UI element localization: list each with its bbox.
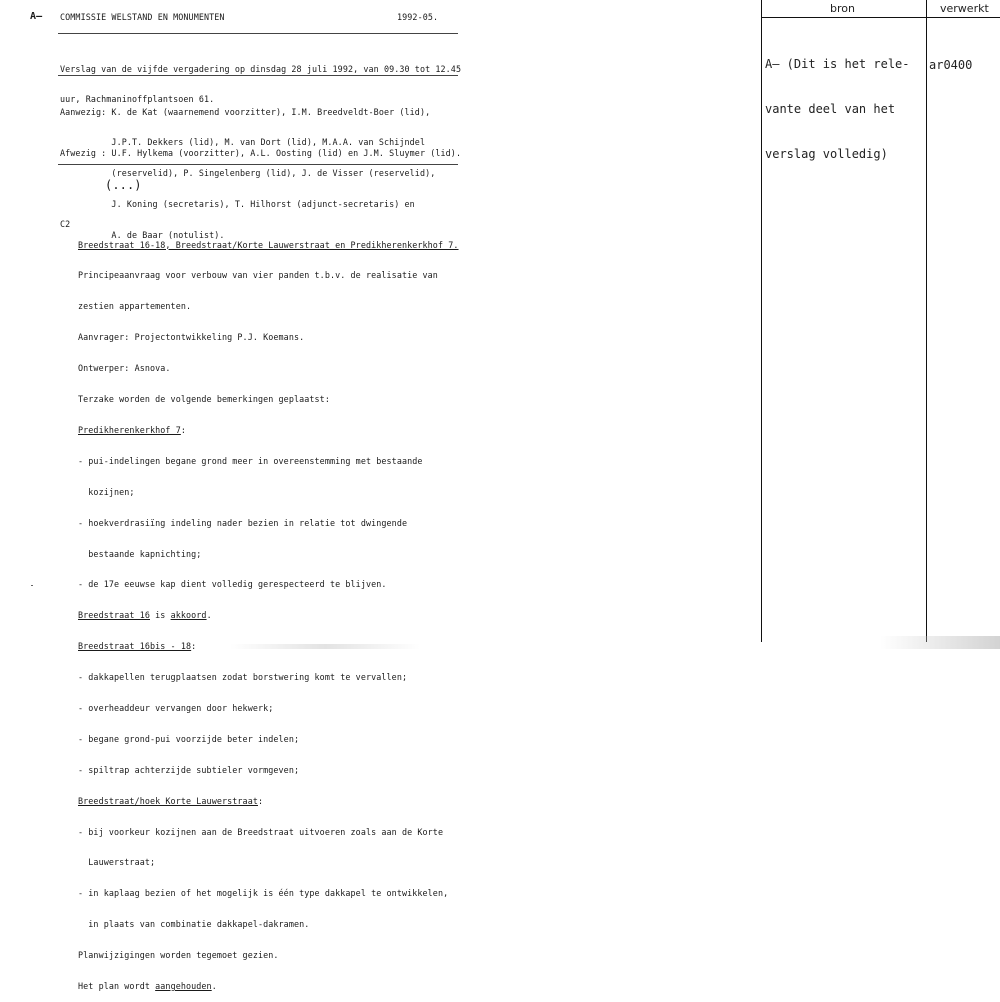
subsection-heading <box>78 425 459 435</box>
subsection-heading <box>78 610 459 620</box>
doc-number: 1992-05. <box>397 12 439 22</box>
subsection-title: Breedstraat/hoek Korte Lauwerstraat <box>78 795 258 806</box>
subsection-item: - bij voorkeur kozijnen aan de Breedstraat uitvoeren zoals aan de Korte <box>78 826 444 837</box>
reference-code: ar0400 <box>929 58 973 72</box>
subsection-item: - overheaddeur vervangen door hekwerk; <box>78 702 274 713</box>
item-body-line: zestien appartementen. <box>78 301 192 312</box>
closing-line <box>78 981 459 991</box>
subsection-item: kozijnen; <box>78 486 135 497</box>
subsection-suffix: : <box>180 424 186 435</box>
closing-end: . <box>211 980 217 991</box>
annotation-line: A— (Dit is het rele- <box>765 57 910 71</box>
divider-2 <box>58 75 458 76</box>
present-line: (reservelid), P. Singelenberg (lid), J. de Visser (reservelid), <box>60 168 436 179</box>
item-body-line: Terzake worden de volgende bemerkingen geplaatst: <box>78 394 330 405</box>
subsection-item: bestaande kapnichting; <box>78 548 202 559</box>
column-header-rule <box>761 17 1000 18</box>
subsection-item: - hoekverdrasiïng indeling nader bezien in relatie tot dwingende <box>78 517 408 528</box>
annotation-line: vante deel van het <box>765 102 896 116</box>
item-body-line: Aanvrager: Projectontwikkeling P.J. Koemans. <box>78 332 305 343</box>
status-akkoord: akkoord <box>170 610 207 621</box>
subsection-mid: is <box>150 610 171 621</box>
subsection-item: - spiltrap achterzijde subtieler vormgeven; <box>78 764 300 775</box>
doc-title: COMMISSIE WELSTAND EN MONUMENTEN <box>60 12 225 22</box>
absent-line: Afwezig : U.F. Hylkema (voorzitter), A.L. Oosting (lid) en J.M. Sluymer (lid). <box>60 148 462 158</box>
subsection-suffix: : <box>191 641 197 652</box>
annotation-line: verslag volledig) <box>765 147 888 161</box>
subsection-title: Predikherenkerkhof 7 <box>78 424 181 435</box>
subsection-item: - de 17e eeuwse kap dient volledig gerespecteerd te blijven. <box>78 579 387 590</box>
item-body-line: Ontwerper: Asnova. <box>78 363 171 374</box>
present-line: Aanwezig: K. de Kat (waarnemend voorzitter), I.M. Breedveldt-Boer (lid), <box>60 106 431 117</box>
closing-prefix: Het plan wordt <box>78 980 156 991</box>
column-divider-left <box>761 0 762 642</box>
subsection-item: Lauwerstraat; <box>78 857 156 868</box>
subsection-item: - dakkapellen terugplaatsen zodat borstwering komt te vervallen; <box>78 672 408 683</box>
item-heading: Breedstraat 16-18, Breedstraat/Korte Lauwerstraat en Predikherenkerkhof 7. <box>78 239 459 250</box>
subsection-title: Breedstraat 16 <box>78 610 150 621</box>
present-line: A. de Baar (notulist). <box>60 230 225 241</box>
stray-mark <box>31 585 33 586</box>
intro-line: uur, Rachmaninoffplantsoen 61. <box>60 94 215 105</box>
scan-shadow-left <box>230 644 420 649</box>
subsection-end: . <box>206 610 212 621</box>
subsection-item: - begane grond-pui voorzijde beter indelen; <box>78 733 300 744</box>
item-code: C2 <box>60 219 71 229</box>
present-line: J.P.T. Dekkers (lid), M. van Dort (lid), M.A.A. van Schijndel <box>60 137 426 148</box>
subsection-item: - pui-indelingen begane grond meer in overeenstemming met bestaande <box>78 455 423 466</box>
subsection-heading <box>78 796 459 806</box>
subsection-title: Breedstraat 16bis - 18 <box>78 641 192 652</box>
column-header-bron: bron <box>830 2 855 15</box>
side-letter-a: A— <box>30 11 43 22</box>
subsection-item: Planwijzigingen worden tegemoet gezien. <box>78 950 279 961</box>
bron-annotation <box>765 27 910 177</box>
subsection-suffix: : <box>257 795 264 806</box>
column-header-verwerkt: verwerkt <box>940 2 989 15</box>
divider-3 <box>58 164 458 165</box>
divider-1 <box>58 33 458 34</box>
ellipsis: (...) <box>105 178 142 192</box>
status-aangehouden: aangehouden <box>155 980 212 991</box>
item-block <box>78 219 459 1002</box>
intro-line: Verslag van de vijfde vergadering op dinsdag 28 juli 1992, van 09.30 tot 12.45 <box>60 63 462 74</box>
scan-shadow <box>880 636 1000 649</box>
subsection-item: - in kaplaag bezien of het mogelijk is één type dakkapel te ontwikkelen, <box>78 888 449 899</box>
subsection-item: in plaats van combinatie dakkapel-dakramen. <box>78 919 310 930</box>
present-line: J. Koning (secretaris), T. Hilhorst (adjunct-secretaris) en <box>60 199 415 210</box>
item-body-line: Principeaanvraag voor verbouw van vier panden t.b.v. de realisatie van <box>78 270 438 281</box>
column-divider-right <box>926 0 927 642</box>
